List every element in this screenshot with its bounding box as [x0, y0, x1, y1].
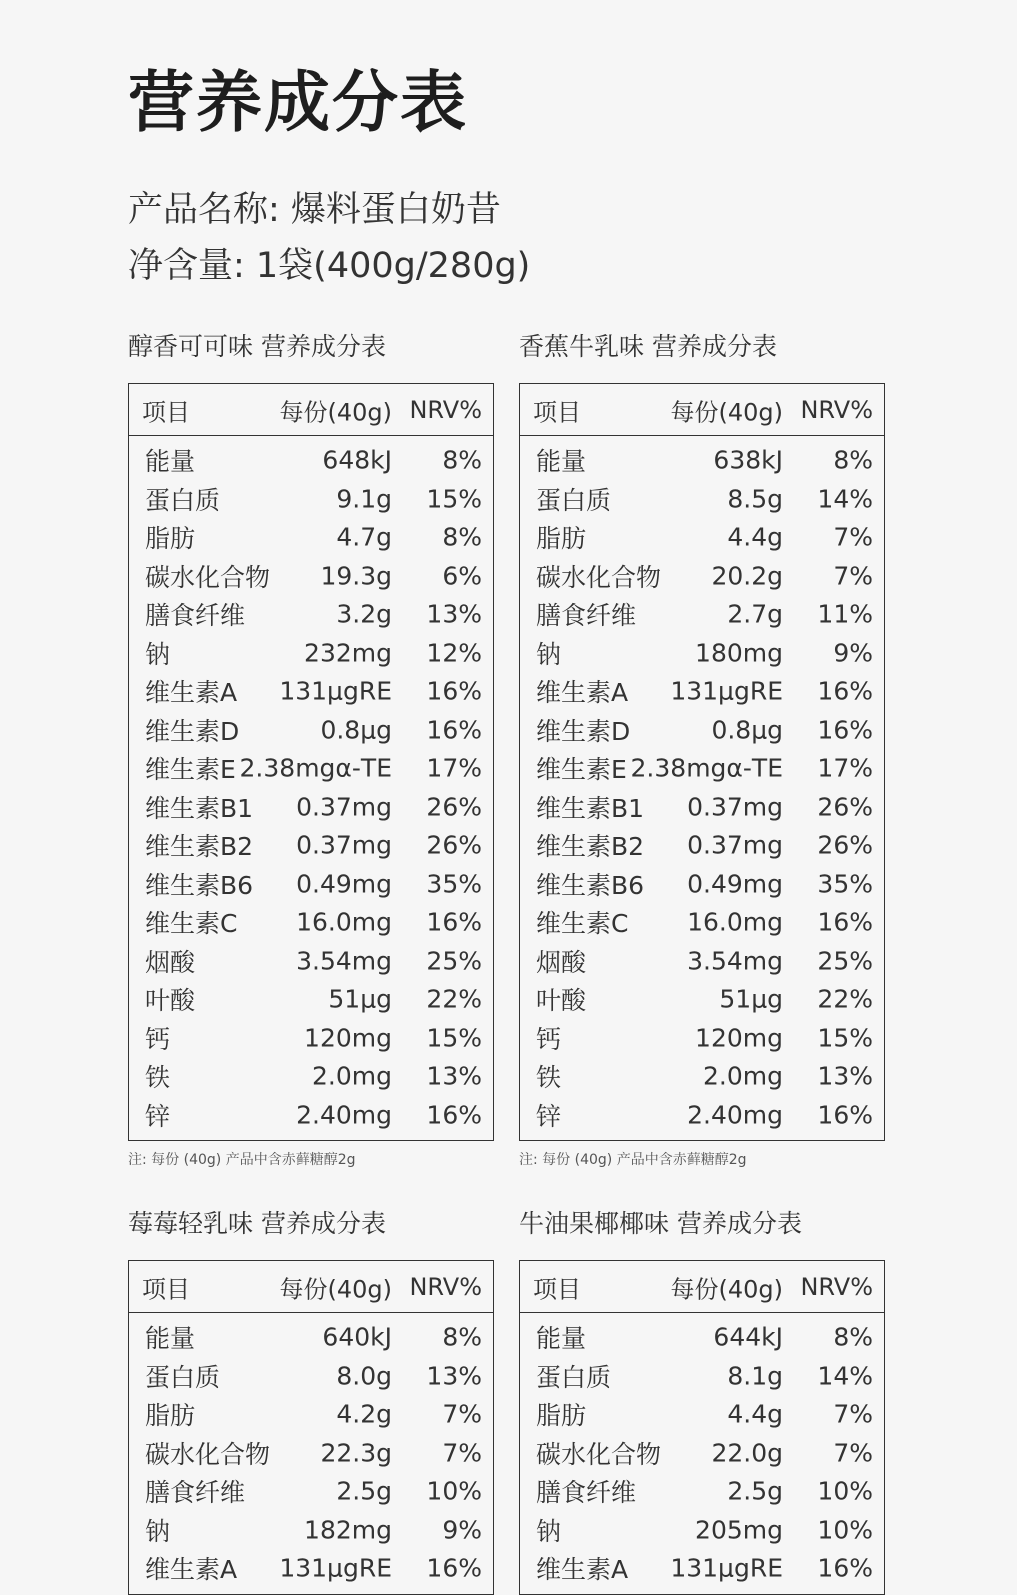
- nutrient-amount: 2.5g: [727, 1476, 783, 1506]
- nutrient-amount: 4.7g: [336, 522, 392, 552]
- nutrient-name: 锌: [145, 1101, 171, 1131]
- table-row: [520, 1434, 884, 1473]
- nutrient-amount: 120mg: [304, 1023, 392, 1053]
- nutrient-name: 维生素A: [536, 1555, 629, 1585]
- nutrient-nrv: 13%: [817, 1061, 873, 1091]
- nutrient-nrv: 7%: [833, 1399, 873, 1429]
- nutrient-nrv: 22%: [817, 984, 873, 1014]
- nutrient-name: 烟酸: [536, 947, 587, 977]
- table-row: [129, 1395, 493, 1434]
- nutrient-amount: 2.0mg: [312, 1061, 392, 1091]
- nutrient-name: 蛋白质: [145, 485, 221, 515]
- nutrient-name: 膳食纤维: [536, 1478, 637, 1508]
- nutrient-amount: 0.49mg: [296, 869, 392, 899]
- nutrient-name: 维生素E: [145, 755, 236, 785]
- nutrient-name: 膳食纤维: [145, 1478, 246, 1508]
- table-row: [520, 518, 884, 557]
- nutrient-nrv: 16%: [817, 907, 873, 937]
- nutrient-nrv: 17%: [817, 753, 873, 783]
- nutrient-nrv: 11%: [817, 599, 873, 629]
- nutrient-name: 能量: [536, 1324, 587, 1354]
- table-row: [129, 480, 493, 519]
- table-row: [520, 634, 884, 673]
- nutrient-amount: 2.40mg: [687, 1100, 783, 1130]
- table-row: [520, 942, 884, 981]
- nutrient-amount: 0.37mg: [296, 830, 392, 860]
- table-body: [520, 1313, 884, 1594]
- table-row: [520, 1549, 884, 1588]
- table-row: [129, 1472, 493, 1511]
- nutrient-amount: 182mg: [304, 1515, 392, 1545]
- nutrient-amount: 22.0g: [711, 1438, 783, 1468]
- header-nrv: NRV%: [800, 1272, 873, 1301]
- nutrient-amount: 644kJ: [713, 1322, 783, 1352]
- nutrient-amount: 131μgRE: [279, 1553, 392, 1583]
- nutrient-amount: 16.0mg: [687, 907, 783, 937]
- table-footnote: 注: 每份 (40g) 产品中含赤藓糖醇2g: [519, 1152, 747, 1168]
- table-row: [520, 980, 884, 1019]
- nutrient-nrv: 16%: [817, 1100, 873, 1130]
- table-row: [520, 672, 884, 711]
- nutrient-nrv: 9%: [442, 1515, 482, 1545]
- nutrient-amount: 0.8μg: [320, 715, 392, 745]
- nutrient-nrv: 8%: [442, 445, 482, 475]
- nutrient-name: 铁: [145, 1063, 171, 1093]
- table-footnote: 注: 每份 (40g) 产品中含赤藓糖醇2g: [128, 1152, 356, 1168]
- nutrient-nrv: 15%: [426, 1023, 482, 1053]
- table-row: [520, 749, 884, 788]
- nutrient-amount: 51μg: [719, 984, 783, 1014]
- nutrient-amount: 131μgRE: [670, 1553, 783, 1583]
- nutrient-amount: 16.0mg: [296, 907, 392, 937]
- header-item: 项目: [142, 1275, 190, 1303]
- header-nrv: NRV%: [800, 395, 873, 424]
- table-row: [520, 595, 884, 634]
- table-row: [129, 557, 493, 596]
- table-row: [520, 865, 884, 904]
- nutrition-table: [519, 1260, 885, 1595]
- nutrient-nrv: 26%: [426, 792, 482, 822]
- nutrition-table: [519, 383, 885, 1141]
- table-row: [129, 1057, 493, 1096]
- nutrient-nrv: 16%: [817, 1553, 873, 1583]
- nutrient-name: 脂肪: [145, 1401, 196, 1431]
- nutrient-amount: 0.8μg: [711, 715, 783, 745]
- nutrient-amount: 4.4g: [727, 1399, 783, 1429]
- table-row: [520, 1472, 884, 1511]
- header-item: 项目: [533, 1275, 581, 1303]
- nutrient-nrv: 14%: [817, 1361, 873, 1391]
- table-body: [520, 436, 884, 1140]
- nutrient-amount: 180mg: [695, 638, 783, 668]
- nutrient-name: 维生素D: [536, 716, 631, 746]
- nutrition-section-avocado: [519, 1211, 885, 1595]
- nutrient-nrv: 25%: [426, 946, 482, 976]
- nutrient-name: 钙: [145, 1024, 171, 1054]
- header-nrv: NRV%: [409, 395, 482, 424]
- header-item: 项目: [142, 398, 190, 426]
- nutrient-name: 维生素C: [536, 909, 629, 939]
- table-row: [520, 1395, 884, 1434]
- nutrient-name: 铁: [536, 1063, 562, 1093]
- nutrient-nrv: 8%: [442, 522, 482, 552]
- nutrient-name: 能量: [145, 1324, 196, 1354]
- table-row: [520, 557, 884, 596]
- nutrient-name: 脂肪: [145, 524, 196, 554]
- nutrient-amount: 0.49mg: [687, 869, 783, 899]
- table-row: [520, 1318, 884, 1357]
- table-row: [129, 1096, 493, 1135]
- nutrient-amount: 4.2g: [336, 1399, 392, 1429]
- nutrient-name: 能量: [536, 447, 587, 477]
- nutrient-amount: 2.40mg: [296, 1100, 392, 1130]
- nutrient-nrv: 13%: [426, 1361, 482, 1391]
- nutrient-nrv: 8%: [833, 1322, 873, 1352]
- nutrient-name: 钠: [536, 639, 562, 669]
- nutrient-nrv: 15%: [426, 484, 482, 514]
- table-row: [129, 595, 493, 634]
- nutrient-name: 维生素E: [536, 755, 627, 785]
- nutrient-name: 蛋白质: [536, 1362, 612, 1392]
- nutrient-nrv: 6%: [442, 561, 482, 591]
- nutrient-name: 叶酸: [536, 986, 587, 1016]
- table-row: [129, 518, 493, 557]
- nutrient-name: 碳水化合物: [536, 562, 662, 592]
- header-item: 项目: [533, 398, 581, 426]
- table-header: [520, 384, 884, 436]
- nutrient-nrv: 10%: [817, 1476, 873, 1506]
- section-title: 牛油果椰椰味 营养成分表: [519, 1209, 802, 1238]
- nutrient-nrv: 26%: [817, 830, 873, 860]
- table-row: [520, 903, 884, 942]
- table-row: [129, 1318, 493, 1357]
- nutrient-name: 碳水化合物: [145, 562, 271, 592]
- nutrient-nrv: 25%: [817, 946, 873, 976]
- nutrient-name: 碳水化合物: [536, 1439, 662, 1469]
- table-row: [129, 634, 493, 673]
- table-row: [129, 903, 493, 942]
- nutrient-amount: 232mg: [304, 638, 392, 668]
- nutrient-name: 碳水化合物: [145, 1439, 271, 1469]
- nutrient-amount: 648kJ: [322, 445, 392, 475]
- nutrient-amount: 4.4g: [727, 522, 783, 552]
- table-row: [520, 826, 884, 865]
- table-row: [520, 788, 884, 827]
- nutrient-nrv: 13%: [426, 599, 482, 629]
- nutrition-section-berry: [128, 1211, 494, 1595]
- nutrient-amount: 22.3g: [320, 1438, 392, 1468]
- net-content-line: 净含量: 1袋(400g/280g): [128, 246, 531, 286]
- nutrient-nrv: 35%: [426, 869, 482, 899]
- nutrient-amount: 20.2g: [711, 561, 783, 591]
- table-row: [520, 480, 884, 519]
- nutrient-nrv: 10%: [817, 1515, 873, 1545]
- nutrient-amount: 2.38mgα-TE: [630, 753, 783, 783]
- nutrient-nrv: 9%: [833, 638, 873, 668]
- nutrient-name: 叶酸: [145, 986, 196, 1016]
- nutrient-nrv: 7%: [442, 1438, 482, 1468]
- table-row: [129, 1549, 493, 1588]
- nutrient-amount: 19.3g: [320, 561, 392, 591]
- nutrition-section-banana: [519, 334, 885, 1167]
- nutrient-amount: 120mg: [695, 1023, 783, 1053]
- nutrient-amount: 131μgRE: [279, 676, 392, 706]
- nutrient-nrv: 16%: [426, 1553, 482, 1583]
- table-row: [520, 1096, 884, 1135]
- nutrient-amount: 2.7g: [727, 599, 783, 629]
- nutrient-name: 维生素B2: [536, 832, 645, 862]
- nutrient-name: 维生素C: [145, 909, 238, 939]
- nutrient-name: 锌: [536, 1101, 562, 1131]
- product-name-line: 产品名称: 爆料蛋白奶昔: [128, 190, 501, 230]
- section-title: 香蕉牛乳味 营养成分表: [519, 332, 777, 361]
- nutrient-nrv: 8%: [442, 1322, 482, 1352]
- table-header: [520, 1261, 884, 1313]
- table-row: [129, 1511, 493, 1550]
- nutrient-amount: 3.54mg: [296, 946, 392, 976]
- table-header: [129, 384, 493, 436]
- header-per-serving: 每份(40g): [670, 1275, 783, 1303]
- nutrient-amount: 51μg: [328, 984, 392, 1014]
- table-row: [129, 865, 493, 904]
- nutrient-name: 脂肪: [536, 524, 587, 554]
- table-row: [129, 441, 493, 480]
- nutrient-nrv: 26%: [817, 792, 873, 822]
- nutrient-amount: 3.2g: [336, 599, 392, 629]
- nutrient-amount: 9.1g: [336, 484, 392, 514]
- nutrient-name: 钠: [145, 1516, 171, 1546]
- nutrient-nrv: 14%: [817, 484, 873, 514]
- nutrient-name: 烟酸: [145, 947, 196, 977]
- nutrient-nrv: 16%: [426, 907, 482, 937]
- table-row: [520, 1057, 884, 1096]
- nutrient-amount: 8.5g: [727, 484, 783, 514]
- nutrient-amount: 8.0g: [336, 1361, 392, 1391]
- nutrient-nrv: 17%: [426, 753, 482, 783]
- nutrient-nrv: 7%: [833, 522, 873, 552]
- table-row: [129, 1434, 493, 1473]
- nutrient-amount: 205mg: [695, 1515, 783, 1545]
- table-row: [129, 980, 493, 1019]
- nutrient-name: 蛋白质: [145, 1362, 221, 1392]
- nutrient-nrv: 7%: [833, 561, 873, 591]
- header-per-serving: 每份(40g): [279, 398, 392, 426]
- nutrient-name: 脂肪: [536, 1401, 587, 1431]
- nutrient-nrv: 16%: [817, 676, 873, 706]
- nutrient-name: 维生素B1: [145, 793, 254, 823]
- nutrient-nrv: 10%: [426, 1476, 482, 1506]
- table-row: [129, 942, 493, 981]
- header-per-serving: 每份(40g): [670, 398, 783, 426]
- nutrient-nrv: 22%: [426, 984, 482, 1014]
- nutrient-amount: 640kJ: [322, 1322, 392, 1352]
- table-body: [129, 1313, 493, 1594]
- nutrient-name: 膳食纤维: [536, 601, 637, 631]
- table-row: [129, 1019, 493, 1058]
- nutrient-name: 蛋白质: [536, 485, 612, 515]
- table-row: [129, 826, 493, 865]
- table-row: [520, 1357, 884, 1396]
- nutrient-nrv: 35%: [817, 869, 873, 899]
- page-title: 营养成分表: [128, 64, 468, 141]
- nutrient-amount: 0.37mg: [687, 792, 783, 822]
- nutrient-nrv: 16%: [817, 715, 873, 745]
- nutrient-nrv: 16%: [426, 1100, 482, 1130]
- nutrient-nrv: 15%: [817, 1023, 873, 1053]
- nutrient-name: 膳食纤维: [145, 601, 246, 631]
- nutrition-table: [128, 1260, 494, 1595]
- nutrient-amount: 2.38mgα-TE: [239, 753, 392, 783]
- nutrient-amount: 0.37mg: [687, 830, 783, 860]
- nutrient-amount: 8.1g: [727, 1361, 783, 1391]
- nutrient-name: 钙: [536, 1024, 562, 1054]
- nutrient-name: 维生素D: [145, 716, 240, 746]
- nutrient-nrv: 8%: [833, 445, 873, 475]
- header-per-serving: 每份(40g): [279, 1275, 392, 1303]
- nutrition-section-cocoa: [128, 334, 494, 1167]
- nutrient-nrv: 16%: [426, 676, 482, 706]
- nutrient-name: 维生素A: [536, 678, 629, 708]
- table-row: [129, 672, 493, 711]
- nutrient-nrv: 16%: [426, 715, 482, 745]
- header-nrv: NRV%: [409, 1272, 482, 1301]
- table-row: [129, 749, 493, 788]
- table-row: [520, 711, 884, 750]
- nutrient-name: 维生素B6: [145, 870, 254, 900]
- nutrition-table: [128, 383, 494, 1141]
- table-header: [129, 1261, 493, 1313]
- nutrient-nrv: 7%: [833, 1438, 873, 1468]
- nutrient-name: 维生素B6: [536, 870, 645, 900]
- section-title: 莓莓轻乳味 营养成分表: [128, 1209, 386, 1238]
- nutrient-amount: 638kJ: [713, 445, 783, 475]
- nutrient-nrv: 7%: [442, 1399, 482, 1429]
- nutrient-name: 钠: [536, 1516, 562, 1546]
- nutrient-name: 能量: [145, 447, 196, 477]
- table-body: [129, 436, 493, 1140]
- nutrient-name: 钠: [145, 639, 171, 669]
- nutrient-amount: 3.54mg: [687, 946, 783, 976]
- nutrient-name: 维生素B1: [536, 793, 645, 823]
- nutrient-amount: 2.5g: [336, 1476, 392, 1506]
- table-row: [129, 711, 493, 750]
- nutrient-nrv: 13%: [426, 1061, 482, 1091]
- nutrient-name: 维生素A: [145, 1555, 238, 1585]
- nutrient-nrv: 12%: [426, 638, 482, 668]
- section-title: 醇香可可味 营养成分表: [128, 332, 386, 361]
- nutrient-amount: 2.0mg: [703, 1061, 783, 1091]
- table-row: [520, 1019, 884, 1058]
- table-row: [129, 788, 493, 827]
- nutrient-amount: 0.37mg: [296, 792, 392, 822]
- nutrient-amount: 131μgRE: [670, 676, 783, 706]
- table-row: [520, 441, 884, 480]
- table-row: [129, 1357, 493, 1396]
- table-row: [520, 1511, 884, 1550]
- nutrient-nrv: 26%: [426, 830, 482, 860]
- nutrient-name: 维生素A: [145, 678, 238, 708]
- nutrient-name: 维生素B2: [145, 832, 254, 862]
